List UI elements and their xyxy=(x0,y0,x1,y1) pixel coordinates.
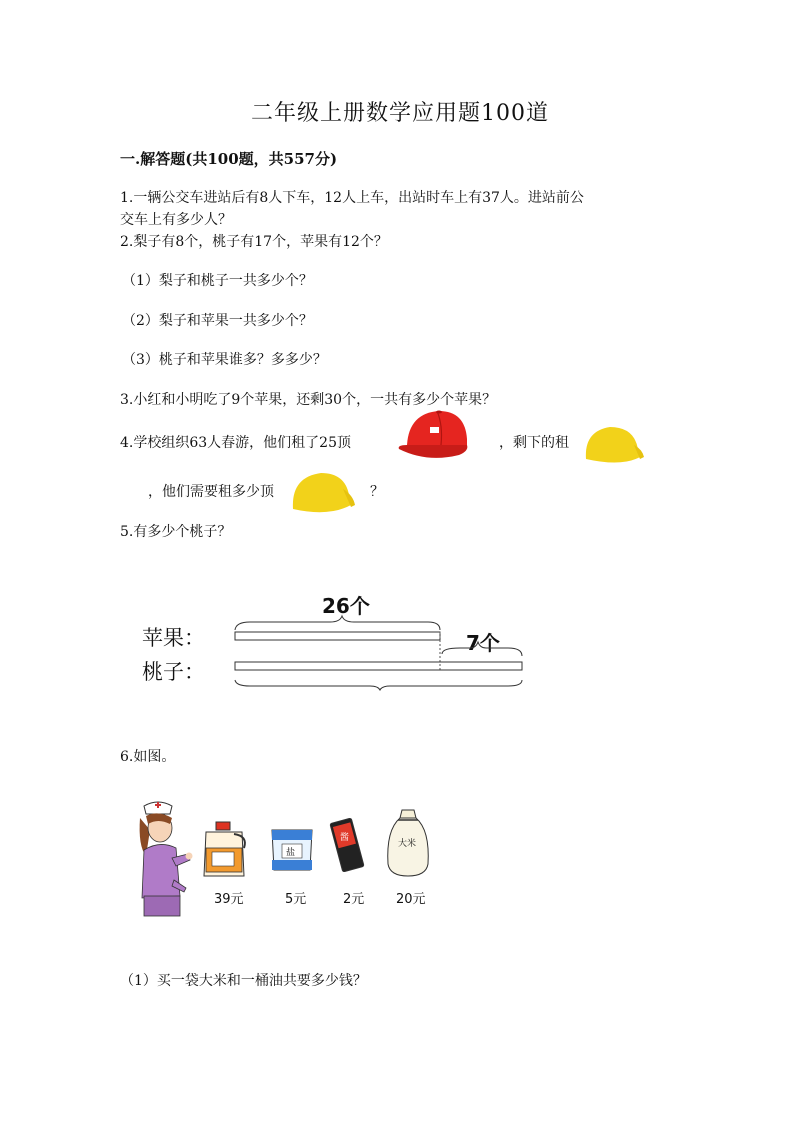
question-6: 6.如图。 xyxy=(120,749,176,765)
rice-label: 大米 xyxy=(398,839,417,849)
price-salt: 5元 xyxy=(285,892,307,907)
question-3: 3.小红和小明吃了9个苹果，还剩30个，一共有多少个苹果？ xyxy=(120,392,497,408)
bar-diagram xyxy=(230,618,530,690)
bottom-brace xyxy=(235,680,522,690)
difference-label: 7个 xyxy=(466,631,500,655)
question-4-part-3: ，他们需要租多少顶 xyxy=(148,484,274,500)
total-label: 26个 xyxy=(322,594,370,618)
oil-bottle-icon xyxy=(202,822,248,878)
section-heading: 一.解答题(共100题，共557分) xyxy=(120,150,338,168)
question-4-part-2: ，剩下的租 xyxy=(499,435,569,451)
question-2-sub-2: （2）梨子和苹果一共多少个？ xyxy=(122,313,313,329)
apple-row-label: 苹果： xyxy=(142,626,205,650)
question-2: 2.梨子有8个，桃子有17个，苹果有12个？ xyxy=(120,234,388,250)
question-2-sub-1: （1）梨子和桃子一共多少个？ xyxy=(122,273,313,289)
price-soy-sauce: 2元 xyxy=(343,892,365,907)
price-rice: 20元 xyxy=(396,892,426,907)
soy-sauce-icon xyxy=(330,818,364,872)
salt-label: 盐 xyxy=(286,848,296,858)
peach-bar xyxy=(235,662,522,670)
peach-row-label: 桃子： xyxy=(142,660,205,684)
yellow-cap-icon xyxy=(289,469,355,519)
question-6-sub-1: （1）买一袋大米和一桶油共要多少钱？ xyxy=(120,973,367,989)
shopkeeper-illustration xyxy=(134,800,194,918)
red-cap-icon xyxy=(397,405,475,467)
yellow-cap-icon xyxy=(582,423,644,471)
question-2-sub-3: （3）桃子和苹果谁多？多多少？ xyxy=(122,352,327,368)
question-4-part-4: ？ xyxy=(370,484,384,500)
question-1-line-1: 1.一辆公交车进站后有8人下车，12人上车，出站时车上有37人。进站前公 xyxy=(120,190,584,206)
apple-bar xyxy=(235,632,440,640)
question-5: 5.有多少个桃子？ xyxy=(120,524,232,540)
page-title: 二年级上册数学应用题100道 xyxy=(251,101,549,126)
price-oil: 39元 xyxy=(214,892,244,907)
question-4-part-1: 4.学校组织63人春游，他们租了25顶 xyxy=(120,435,351,451)
question-1-line-2: 交车上有多少人？ xyxy=(120,212,232,228)
soy-sauce-label: 酱 xyxy=(340,833,350,843)
total-brace xyxy=(235,616,440,630)
difference-brace xyxy=(442,642,522,656)
